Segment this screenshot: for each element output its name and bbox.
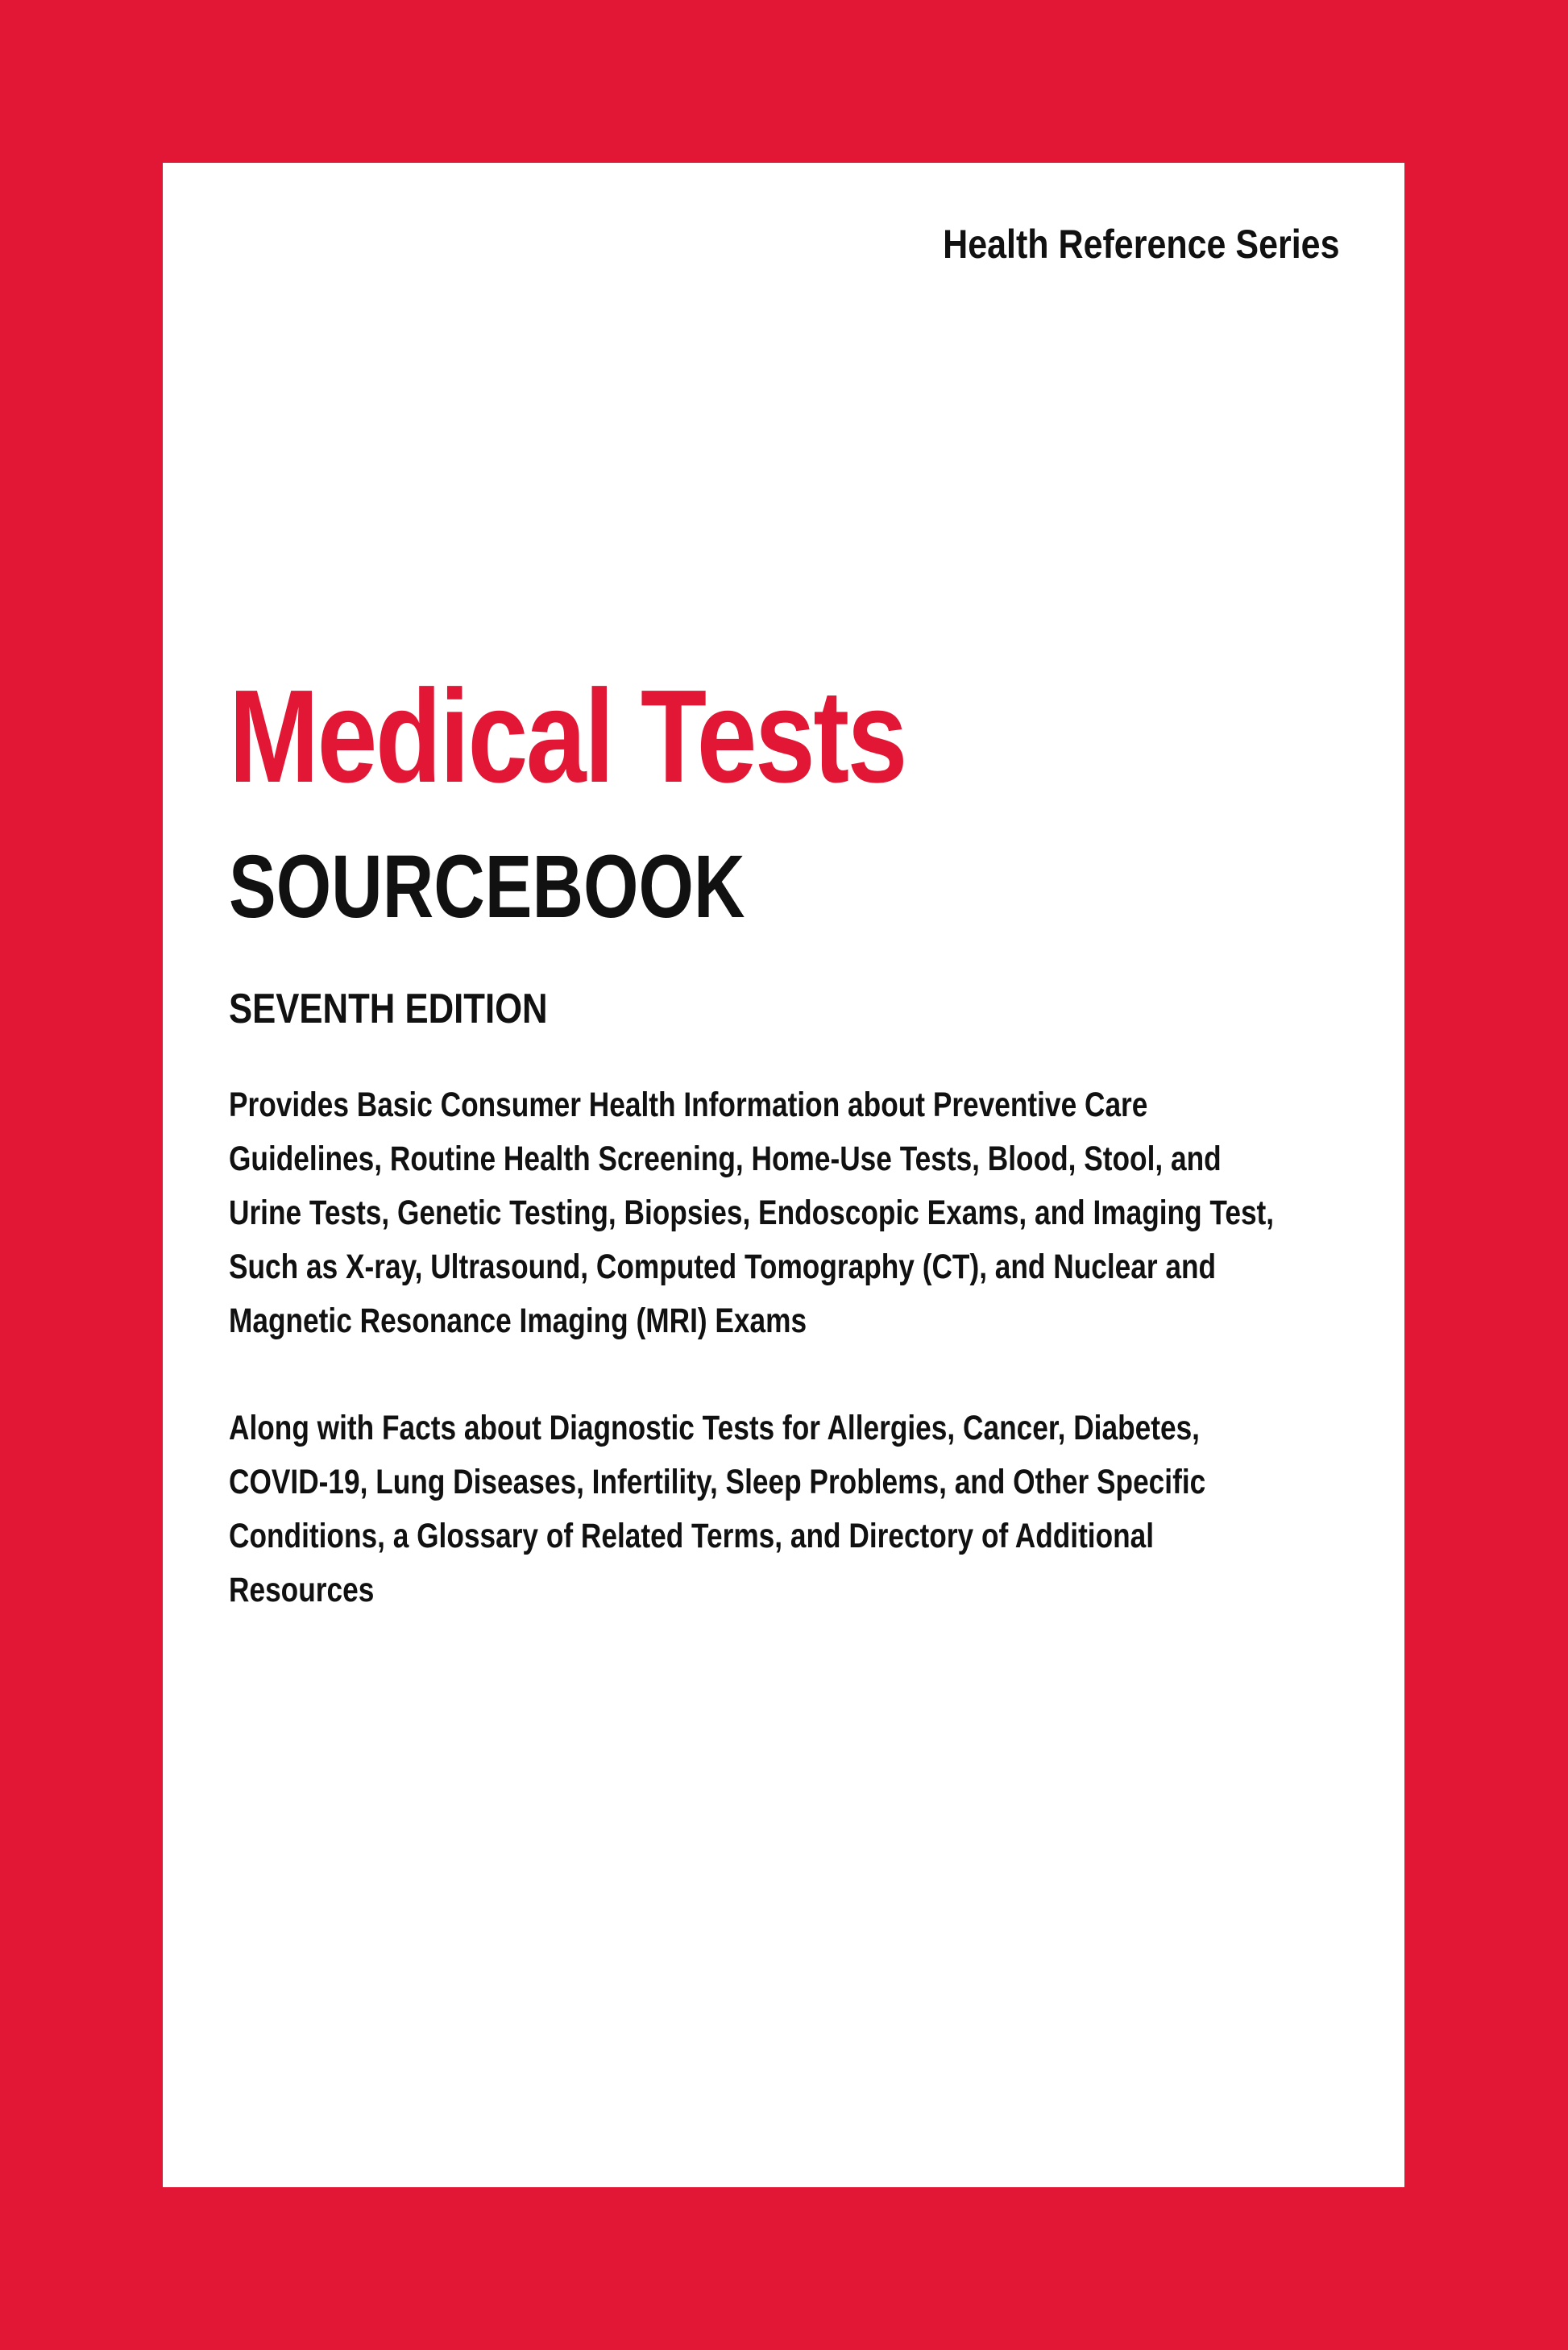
book-subtitle: SOURCEBOOK [229,837,745,936]
title-block [229,662,1349,1617]
series-label: Health Reference Series [943,222,1340,267]
cover-panel [163,163,1404,2187]
description-paragraph: Provides Basic Consumer Health Information about Preventive Care Guidelines, Routine Health Screening, Home-Use Tests, Blood, Stool, and Urine Tests, Genetic Testing, Biopsies, Endoscopic Exams, and Imaging Test, Such as X-ray, Ultrasound, Computed Tomography (CT), and Nuclear and Magnetic Resonance Imaging (MRI) Exams [229,1086,1275,1340]
edition-label: SEVENTH EDITION [229,986,548,1032]
book-title: Medical Tests [229,662,906,810]
description-paragraph-secondary: Along with Facts about Diagnostic Tests for Allergies, Cancer, Diabetes, COVID-19, Lung Diseases, Infertility, Sleep Problems, and Other Specific Conditions, a Glossary of Related Terms, and Directory of Additional Resources [229,1409,1206,1609]
